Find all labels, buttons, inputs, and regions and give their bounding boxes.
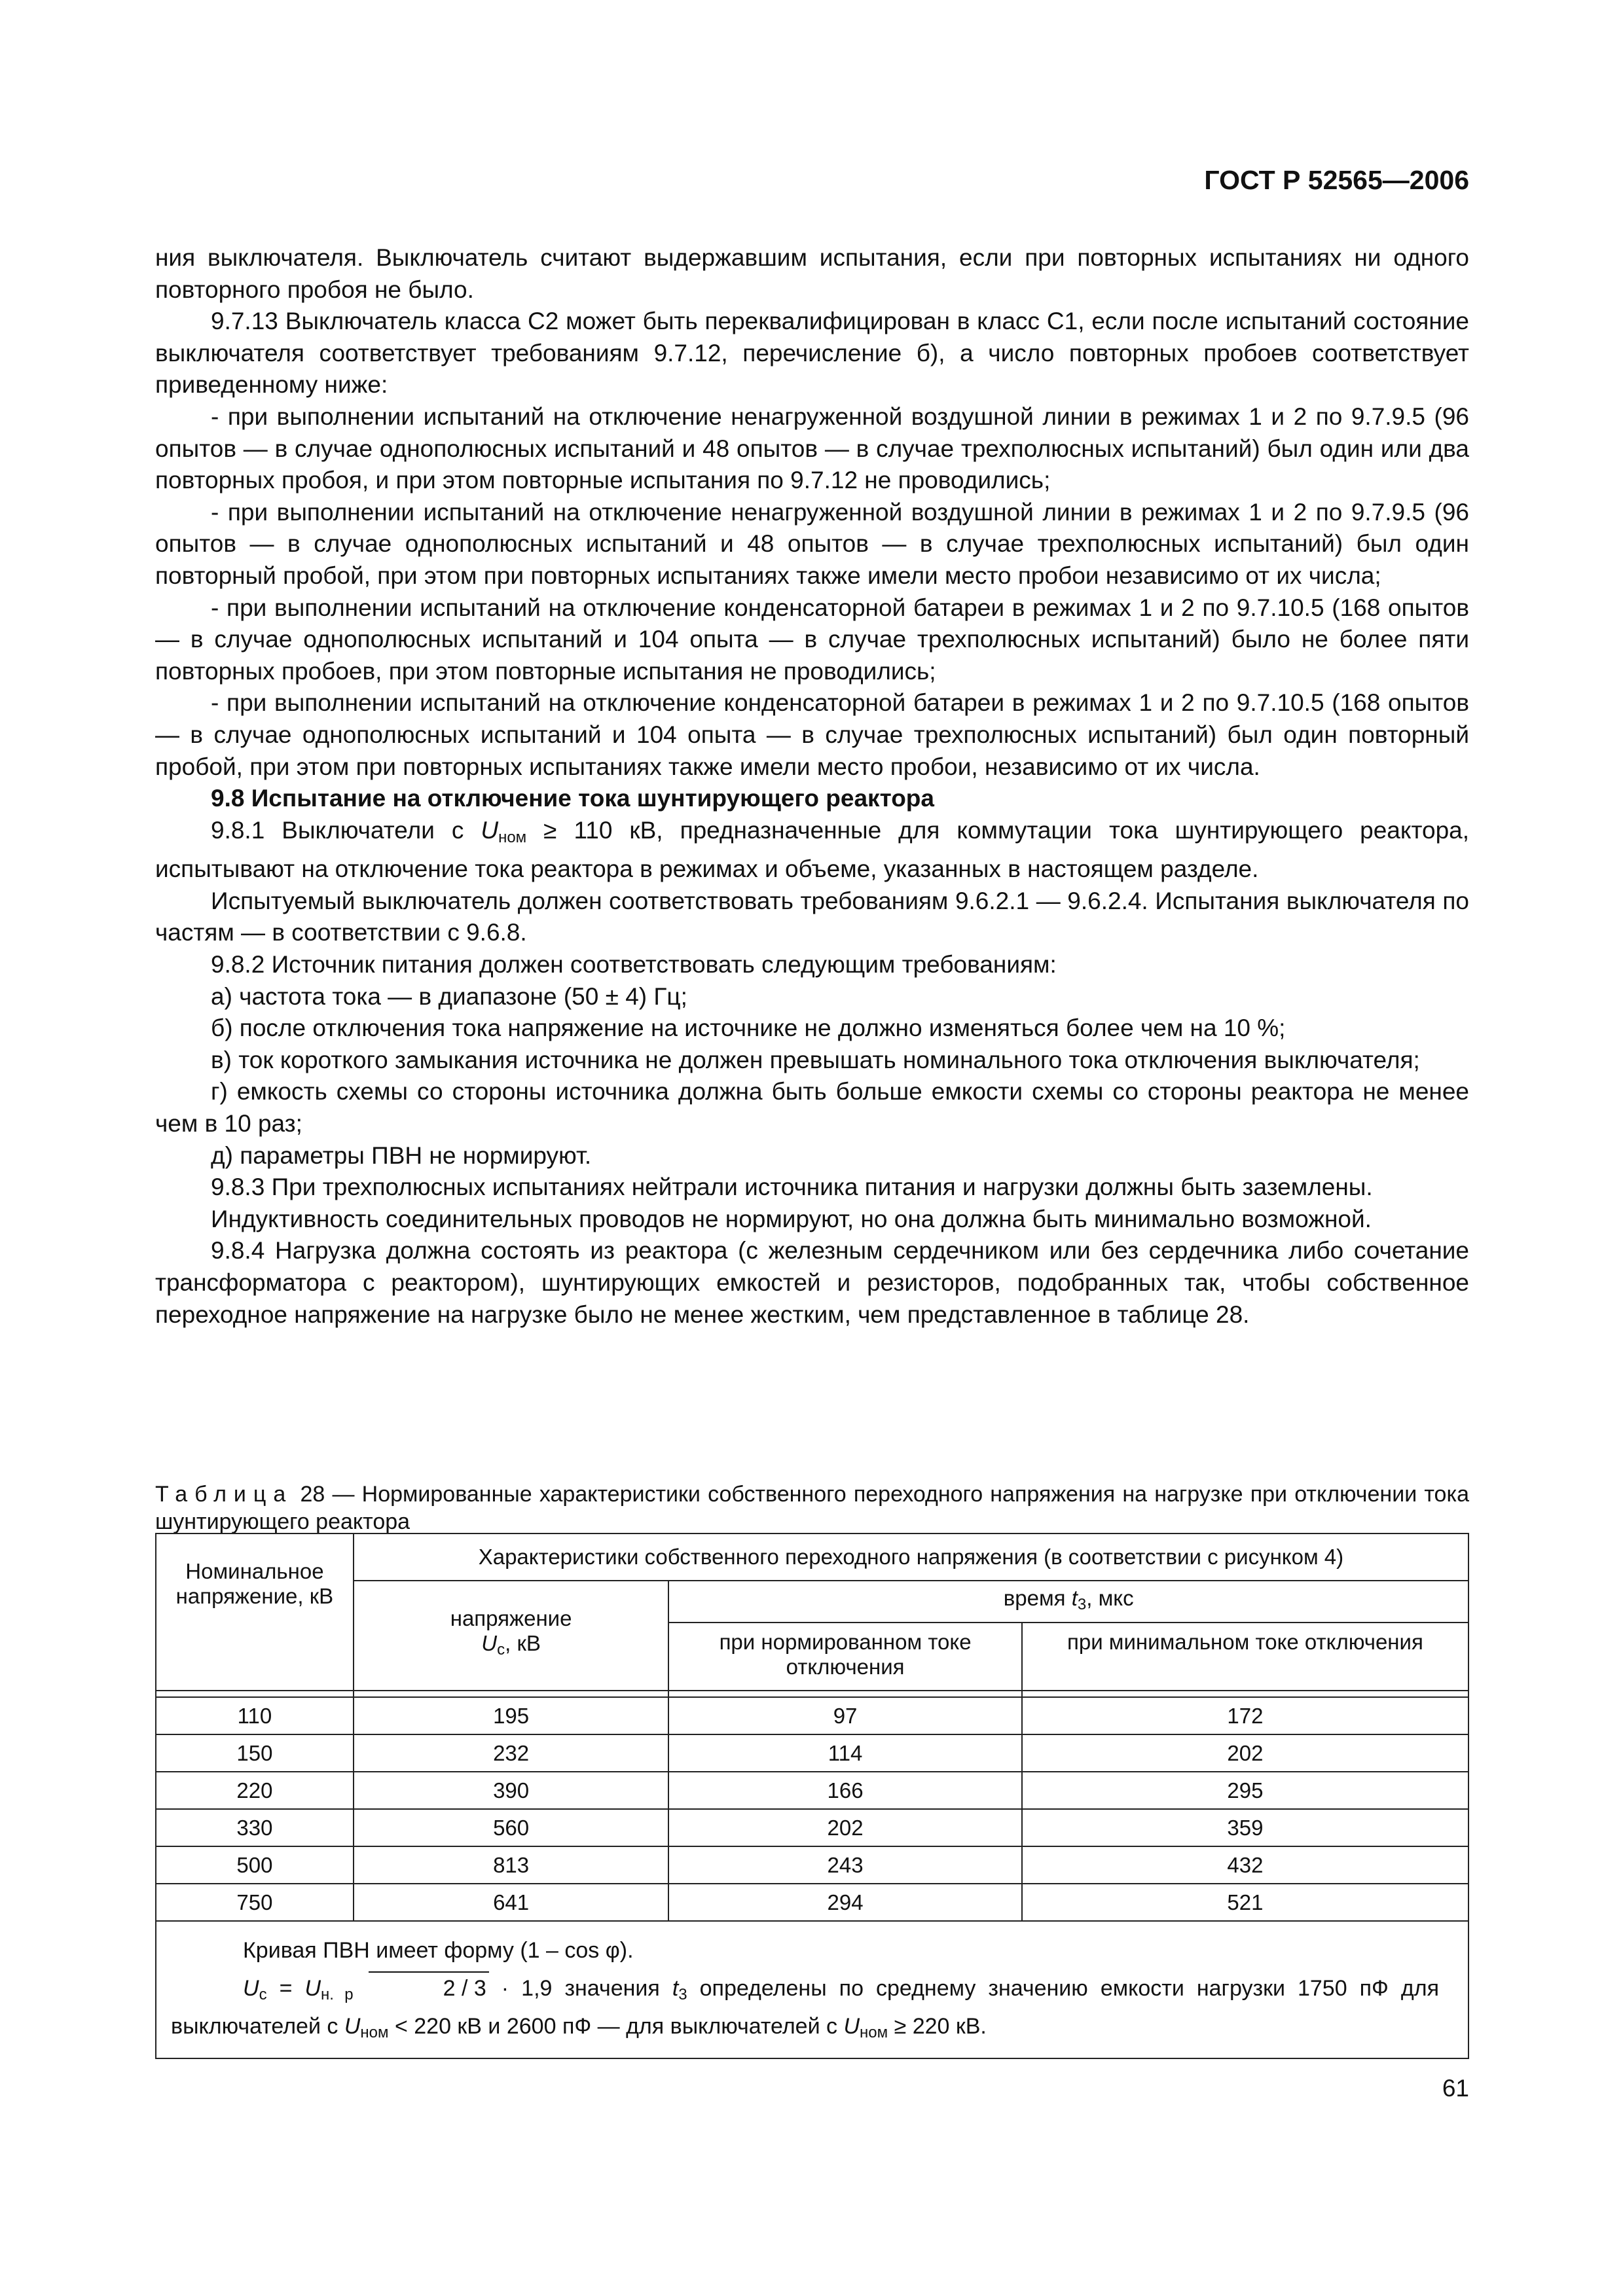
- symbol: U: [843, 2014, 860, 2039]
- table-cell: 172: [1022, 1697, 1468, 1734]
- paragraph: 9.8.2 Источник питания должен соответствовать следующим требованиям:: [211, 951, 1057, 978]
- symbol: t: [672, 1976, 679, 2001]
- table-caption: [155, 1480, 1469, 1535]
- table-cell: 521: [1022, 1884, 1468, 1921]
- note-text: 2 / 3: [443, 1976, 486, 2001]
- table-row: [156, 1772, 1468, 1809]
- table-cell: 220: [156, 1772, 354, 1809]
- paragraph: ния выключателя. Выключатель считают выдержавшим испытания, если при повторных испытаниях ни одного повторного пробоя не было.: [155, 244, 1469, 303]
- table-cell: 97: [668, 1697, 1021, 1734]
- table-cell: 330: [156, 1809, 354, 1846]
- header-text: , кВ: [505, 1631, 541, 1655]
- table-cell: 294: [668, 1884, 1021, 1921]
- note: Кривая ПВН имеет форму (1 – cos φ).: [243, 1938, 634, 1963]
- subscript: 3: [678, 1986, 687, 2003]
- paragraph: Испытуемый выключатель должен соответствовать требованиям 9.6.2.1 — 9.6.2.4. Испытания выключателя по частям — в соответствии с 9.6.8.: [155, 887, 1469, 946]
- spacer-cell: [668, 1691, 1021, 1697]
- subscript: c: [259, 1986, 267, 2003]
- table-cell: 560: [354, 1809, 668, 1846]
- note-text: определены по среднему значению емкости нагрузки 1750 пФ для выключателей с: [171, 1976, 1440, 2039]
- table-cell: 295: [1022, 1772, 1468, 1809]
- subscript: н. р: [321, 1986, 354, 2003]
- symbol: U: [481, 1631, 498, 1655]
- table-row: [156, 1884, 1468, 1921]
- table-cell: 195: [354, 1697, 668, 1734]
- list-item: а) частота тока — в диапазоне (50 ± 4) Гц;: [211, 982, 687, 1010]
- paragraph: 9.8.3 При трехполюсных испытаниях нейтрали источника питания и нагрузки должны быть заземлены.: [211, 1174, 1373, 1201]
- data-table: [155, 1533, 1469, 2059]
- table-cell: 359: [1022, 1809, 1468, 1846]
- subscript: ном: [498, 828, 527, 846]
- table-cell: 500: [156, 1846, 354, 1884]
- spacer-cell: [156, 1691, 354, 1697]
- symbol: t: [1071, 1586, 1078, 1610]
- column-header-rated-current: при нормированном токе отключения: [668, 1623, 1021, 1691]
- list-item: б) после отключения тока напряжение на источнике не должно изменяться более чем на 10 %;: [211, 1014, 1286, 1042]
- list-item: г) емкость схемы со стороны источника должна быть больше емкости схемы со стороны реактора не менее чем в 10 раз;: [155, 1078, 1469, 1138]
- column-header-voltage: [354, 1581, 668, 1691]
- table-cell: 232: [354, 1734, 668, 1772]
- table-cell: 641: [354, 1884, 668, 1921]
- section-heading: 9.8 Испытание на отключение тока шунтирующего реактора: [211, 785, 934, 812]
- table-row: [156, 1697, 1468, 1734]
- note-text: =: [266, 1976, 305, 2001]
- column-header-nominal: Номинальное напряжение, кВ: [156, 1534, 354, 1691]
- header-text: напряжение: [450, 1606, 572, 1630]
- note-text: < 220 кВ и 2600 пФ — для выключателей с: [388, 2014, 844, 2039]
- table-cell: 150: [156, 1734, 354, 1772]
- table-cell: 114: [668, 1734, 1021, 1772]
- table-cell: 202: [1022, 1734, 1468, 1772]
- table-cell: 750: [156, 1884, 354, 1921]
- table-cell: 390: [354, 1772, 668, 1809]
- table-row: [156, 1846, 1468, 1884]
- table-cell: 166: [668, 1772, 1021, 1809]
- table-cell: 202: [668, 1809, 1021, 1846]
- symbol: U: [243, 1976, 259, 2001]
- text-run: ≥ 110 кВ, предназначенные для коммутации тока шунтирующего реактора, испытывают на отключение тока реактора в режимах и объеме, указанных в настоящем разделе.: [155, 816, 1470, 883]
- paragraph: [155, 815, 1469, 886]
- note: [171, 1971, 1439, 2049]
- subscript: 3: [1077, 1596, 1087, 1613]
- header-text: , мкс: [1086, 1586, 1134, 1610]
- table-body: [156, 1697, 1468, 1921]
- document-id: ГОСТ Р 52565—2006: [1204, 165, 1469, 195]
- caption-label: Таблица: [155, 1482, 293, 1507]
- column-group-header: Характеристики собственного переходного напряжения (в соответствии с рисунком 4): [354, 1534, 1468, 1581]
- spacer-cell: [354, 1691, 668, 1697]
- spacer-cell: [1022, 1691, 1468, 1697]
- note-text: · 1,9 значения: [488, 1976, 672, 2001]
- table-cell: 110: [156, 1697, 354, 1734]
- text-run: 9.8.1 Выключатели с: [211, 816, 481, 844]
- list-item: - при выполнении испытаний на отключение ненагруженной воздушной линии в режимах 1 и 2 по 9.7.9.5 (96 опытов — в случае однополюсных испытаний и 48 опытов — в случае трехполюсных испытаний) был один повторный пробой, при этом при повторных испытаниях также имели место пробои независимо от их числа;: [155, 498, 1469, 589]
- column-header-time: [668, 1581, 1468, 1623]
- body-text: [155, 242, 1469, 1331]
- table-cell: 243: [668, 1846, 1021, 1884]
- symbol: U: [481, 816, 499, 844]
- header-text: время: [1003, 1586, 1072, 1610]
- table-row: [156, 1734, 1468, 1772]
- note-text: ≥ 220 кВ.: [888, 2014, 987, 2039]
- list-item: - при выполнении испытаний на отключение конденсаторной батареи в режимах 1 и 2 по 9.7.10.5 (168 опытов — в случае однополюсных испытаний и 104 опыта — в случае трехполюсных испытаний) было не более пяти повторных пробоев, при этом повторные испытания не проводились;: [155, 594, 1469, 685]
- paragraph: Индуктивность соединительных проводов не нормируют, но она должна быть минимально возможной.: [211, 1205, 1372, 1232]
- table-notes: [156, 1921, 1468, 2058]
- list-item: в) ток короткого замыкания источника не должен превышать номинального тока отключения выключателя;: [211, 1046, 1420, 1073]
- subscript: c: [497, 1641, 505, 1659]
- page-number: 61: [1442, 2075, 1469, 2102]
- paragraph: 9.7.13 Выключатель класса С2 может быть переквалифицирован в класс С1, если после испытаний состояние выключателя соответствует требованиям 9.7.12, перечисление б), а число повторных пробоев соответствует приведенному ниже:: [155, 308, 1469, 399]
- list-item: д) параметры ПВН не нормируют.: [211, 1141, 592, 1169]
- column-header-min-current: при минимальном токе отключения: [1022, 1623, 1468, 1691]
- table-cell: 813: [354, 1846, 668, 1884]
- caption-text: 28 — Нормированные характеристики собственного переходного напряжения на нагрузке при отключении тока шунтирующего реактора: [155, 1482, 1469, 1534]
- list-item: - при выполнении испытаний на отключение ненагруженной воздушной линии в режимах 1 и 2 по 9.7.9.5 (96 опытов — в случае однополюсных испытаний и 48 опытов — в случае трехполюсных испытаний) был один или два повторных пробоя, и при этом повторные испытания по 9.7.12 не проводились;: [155, 403, 1469, 494]
- subscript: ном: [860, 2024, 888, 2041]
- symbol: U: [304, 1976, 321, 2001]
- list-item: - при выполнении испытаний на отключение конденсаторной батареи в режимах 1 и 2 по 9.7.10.5 (168 опытов — в случае однополюсных испытаний и 104 опыта — в случае трехполюсных испытаний) был один повторный пробой, при этом при повторных испытаниях также имели место пробои, независимо от их числа.: [155, 689, 1469, 780]
- paragraph: 9.8.4 Нагрузка должна состоять из реактора (с железным сердечником или без сердечника либо сочетание трансформатора с реактором), шунтирующих емкостей и резисторов, подобранных так, чтобы собственное переходное напряжение на нагрузке было не менее жестким, чем представленное в таблице 28.: [155, 1237, 1469, 1328]
- table-row: [156, 1809, 1468, 1846]
- table-cell: 432: [1022, 1846, 1468, 1884]
- sqrt-expression: [369, 1971, 489, 2004]
- symbol: U: [344, 2014, 361, 2039]
- subscript: ном: [360, 2024, 389, 2041]
